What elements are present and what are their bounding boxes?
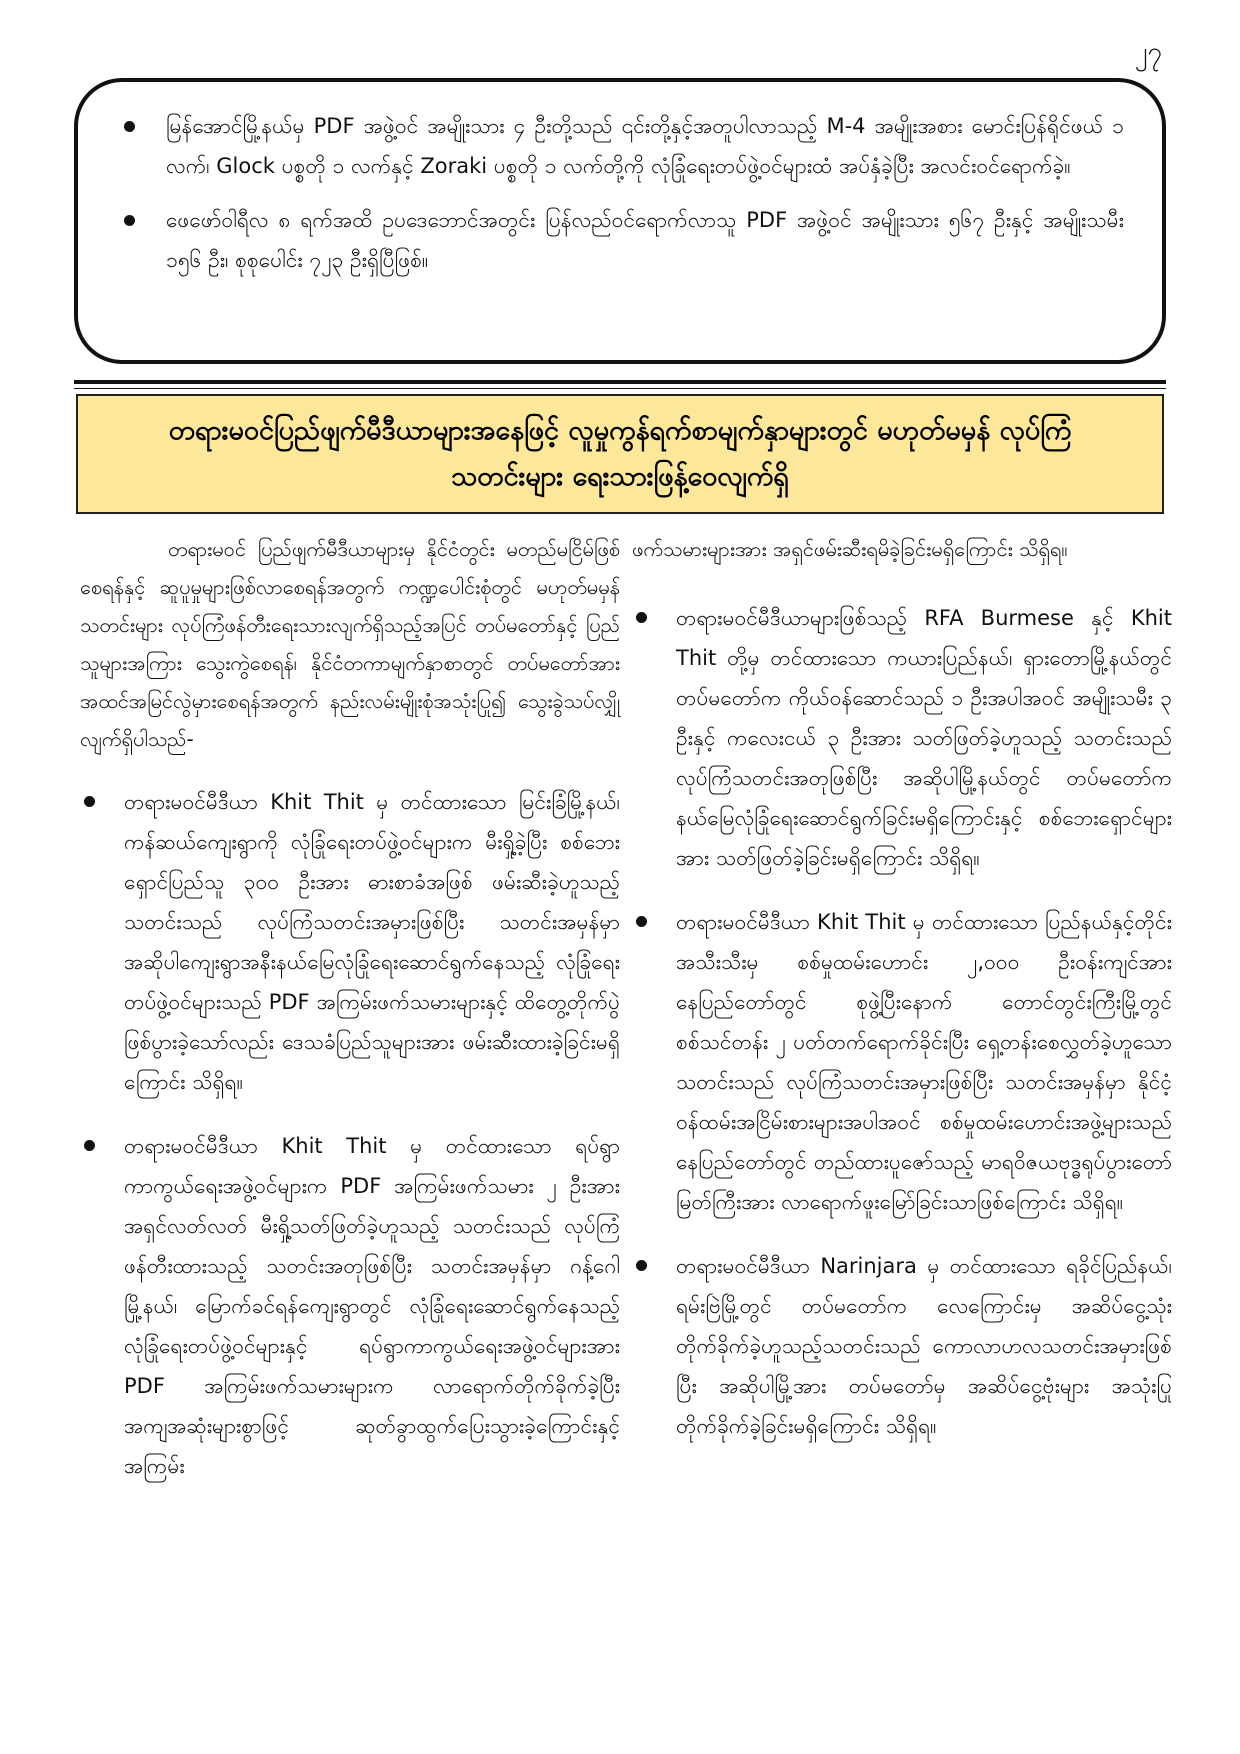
article-bullet-text: တရားမဝင်မီဒီယာ Khit Thit မှ တင်ထားသော မြင်းခြံမြို့နယ်၊ ကန်ဆယ်ကျေးရွာကို လုံခြုံရေးတပ်ဖွဲ့ဝင်များက မီးရှို့ခဲ့ပြီး စစ်ဘေးရှောင်ပြည်သူ ၃၀၀ ဦးအား ဓားစာခံအဖြစ် ဖမ်းဆီးခဲ့ဟူသည့်သတင်းသည် လုပ်ကြံသတင်းအမှားဖြစ်ပြီး သတင်းအမှန်မှာ အဆိုပါကျေးရွာအနီးနယ်မြေလုံခြုံရေးဆောင်ရွက်နေသည့် လုံခြုံရေးတပ်ဖွဲ့ဝင်များသည် PDF အကြမ်းဖက်သမားများနှင့် ထိတွေ့တိုက်ပွဲဖြစ်ပွားခဲ့သော်လည်း ဒေသခံပြည်သူများအား ဖမ်းဆီးထားခဲ့ခြင်းမရှိကြောင်း သိရှိရ။ — [124, 790, 620, 1094]
article-bullet-text: တရားမဝင်မီဒီယာများဖြစ်သည့် RFA Burmese နှင့် Khit Thit တို့မှ တင်ထားသော ကယားပြည်နယ်၊ ရှားတောမြို့နယ်တွင် တပ်မတော်က ကိုယ်ဝန်ဆောင်သည် ၁ ဦးအပါအဝင် အမျိုးသမီး ၃ ဦးနှင့် ကလေးငယ် ၃ ဦးအား သတ်ဖြတ်ခဲ့ဟူသည့် သတင်းသည် လုပ်ကြံသတင်းအတုဖြစ်ပြီး အဆိုပါမြို့နယ်တွင် တပ်မတော်က နယ်မြေလုံခြုံရေးဆောင်ရွက်ခြင်းမရှိကြောင်းနှင့် စစ်ဘေးရှောင်များအား သတ်ဖြတ်ခဲ့ခြင်းမရှိကြောင်း သိရှိရ။ — [676, 606, 1172, 870]
article-bullet-item — [632, 598, 1172, 878]
page-number: ၂၇ — [1134, 37, 1162, 67]
highlight-bullet-text: မြန်အောင်မြို့နယ်မှ PDF အဖွဲ့ဝင် အမျိုးသား ၄ ဦးတို့သည် ၎င်းတို့နှင့်အတူပါလာသည့် M-4 အမျိုးအစား မောင်းပြန်ရိုင်ဖယ် ၁ လက်၊ Glock ပစ္စတို ၁ လက်နှင့် Zoraki ပစ္စတို ၁ လက်တို့ကို လုံခြုံရေးတပ်ဖွဲ့ဝင်များထံ အပ်နှံခဲ့ပြီး အလင်းဝင်ရောက်ခဲ့။ — [166, 114, 1124, 178]
article-bullet-item — [632, 1246, 1172, 1446]
highlight-bullet-text: ဖေဖော်ဝါရီလ ၈ ရက်အထိ ဥပဒေဘောင်အတွင်း ပြန်လည်ဝင်ရောက်လာသူ PDF အဖွဲ့ဝင် အမျိုးသား ၅၆၇ ဦးနှင့် အမျိုးသမီး ၁၅၆ ဦး၊ စုစုပေါင်း ၇၂၃ ဦးရှိပြီဖြစ်။ — [166, 208, 1124, 272]
bullet-icon — [636, 1260, 647, 1271]
article-bullet-text: တရားမဝင်မီဒီယာ Narinjara မှ တင်ထားသော ရခိုင်ပြည်နယ်၊ ရမ်းဗြဲမြို့တွင် တပ်မတော်က လေကြောင်းမှ အဆိပ်ငွေ့သုံးတိုက်ခိုက်ခဲ့ဟူသည့်သတင်းသည် ကောလာဟလသတင်းအမှားဖြစ်ပြီး အဆိုပါမြို့အား တပ်မတော်မှ အဆိပ်ငွေ့ဗုံးများ အသုံးပြုတိုက်ခိုက်ခဲ့ခြင်းမရှိကြောင်း သိရှိရ။ — [676, 1254, 1172, 1438]
divider-rule — [74, 388, 1166, 389]
bullet-icon — [124, 215, 135, 226]
right-column — [632, 530, 1172, 1470]
article-bullet-text: တရားမဝင်မီဒီယာ Khit Thit မှ တင်ထားသော ရပ်ရွာကာကွယ်ရေးအဖွဲ့ဝင်များက PDF အကြမ်းဖက်သမား ၂ ဦးအား အရှင်လတ်လတ် မီးရှို့သတ်ဖြတ်ခဲ့ဟူသည့် သတင်းသည် လုပ်ကြံဖန်တီးထားသည့် သတင်းအတုဖြစ်ပြီး သတင်းအမှန်မှာ ဂန့်ဂေါမြို့နယ်၊ မြောက်ခင်ရန်ကျေးရွာတွင် လုံခြုံရေးဆောင်ရွက်နေသည့် လုံခြုံရေးတပ်ဖွဲ့ဝင်များနှင့် ရပ်ရွာကာကွယ်ရေးအဖွဲ့ဝင်များအား PDF အကြမ်းဖက်သမားများက လာရောက်တိုက်ခိုက်ခဲ့ပြီး အကျအဆုံးများစွာဖြင့် ဆုတ်ခွာထွက်ပြေးသွားခဲ့ကြောင်းနှင့် အကြမ်း — [124, 1134, 620, 1478]
article-bullet-item — [80, 782, 620, 1102]
bullet-icon — [124, 121, 135, 132]
highlight-box — [74, 78, 1166, 364]
bullet-icon — [84, 796, 95, 807]
intro-paragraph: တရားမဝင် ပြည်ဖျက်မီဒီယာများမှ နိုင်ငံတွင်း မတည်မငြိမ်ဖြစ်စေရန်နှင့် ဆူပူမှုများဖြစ်လာစေရန်အတွက် ကဏ္ဍပေါင်းစုံတွင် မဟုတ်မမှန်သတင်းများ လုပ်ကြံဖန်တီးရေးသားလျက်ရှိသည့်အပြင် တပ်မတော်နှင့် ပြည်သူများအကြား သွေးကွဲစေရန်၊ နိုင်ငံတကာမျက်နှာစာတွင် တပ်မတော်အား အထင်အမြင်လွဲမှားစေရန်အတွက် နည်းလမ်းမျိုးစုံအသုံးပြု၍ သွေးခွဲသပ်လျှိုလျက်ရှိပါသည်- — [80, 537, 620, 751]
highlight-bullet-item — [116, 200, 1124, 280]
article-bullet-item — [632, 902, 1172, 1222]
bullet-icon — [636, 612, 647, 623]
section-headline: တရားမဝင်ပြည်ဖျက်မီဒီယာများအနေဖြင့် လူမှုကွန်ရက်စာမျက်နှာများတွင် မဟုတ်မမှန် လုပ်ကြံသတင်းများ ရေးသားဖြန့်ဝေလျက်ရှိ — [76, 394, 1164, 514]
bullet-icon — [84, 1140, 95, 1151]
highlight-bullet-item — [116, 106, 1124, 186]
article-bullet-item — [80, 1126, 620, 1486]
article-bullet-text: တရားမဝင်မီဒီယာ Khit Thit မှ တင်ထားသော ပြည်နယ်နှင့်တိုင်းအသီးသီးမှ စစ်မှုထမ်းဟောင်း ၂,၀၀၀ ဦးဝန်းကျင်အား နေပြည်တော်တွင် စုဖွဲ့ပြီးနောက် တောင်တွင်းကြီးမြို့တွင် စစ်သင်တန်း ၂ ပတ်တက်ရောက်ခိုင်းပြီး ရှေ့တန်းစေလွှတ်ခဲ့ဟူသောသတင်းသည် လုပ်ကြံသတင်းအမှားဖြစ်ပြီး သတင်းအမှန်မှာ နိုင်ငံ့ဝန်ထမ်းအငြိမ်းစားများအပါအဝင် စစ်မှုထမ်းဟောင်းအဖွဲ့များသည် နေပြည်တော်တွင် တည်ထားပူဇော်သည့် မာရဝိဇယဗုဒ္ဓရုပ်ပွားတော်မြတ်ကြီးအား လာရောက်ဖူးမြော်ခြင်းသာဖြစ်ကြောင်း သိရှိရ။ — [676, 910, 1172, 1214]
left-column — [80, 530, 620, 1510]
divider-rule — [74, 380, 1166, 384]
continuation-paragraph: ဖက်သမားများအား အရှင်ဖမ်းဆီးရမိခဲ့ခြင်းမရှိကြောင်း သိရှိရ။ — [632, 537, 1068, 561]
bullet-icon — [636, 916, 647, 927]
